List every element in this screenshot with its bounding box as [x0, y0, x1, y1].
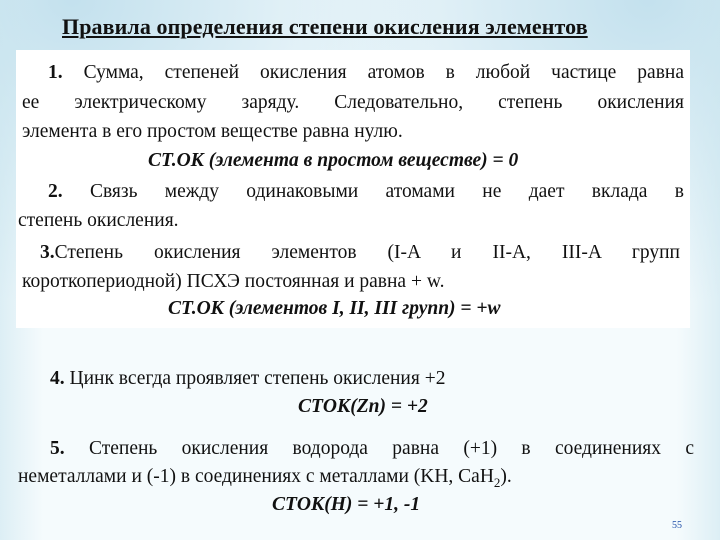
rule1-number: 1.	[48, 62, 63, 83]
rule1-text1: Сумма, степеней окисления атомов в любой частице равна	[83, 62, 684, 83]
rule3-line2: короткопериодной) ПСХЭ постоянная и равна + w.	[22, 271, 445, 292]
rule3-formula: СТ.ОК (элементов I, II, III групп) = +w	[168, 298, 501, 319]
rule1-line2: ее электрическому заряду. Следовательно, степень окисления	[22, 92, 684, 113]
rule5-text2: неметаллами и (-1) в соединениях с металлами (KH, CaH	[18, 466, 494, 487]
rule4-formula: СТОК(Zn) = +2	[298, 396, 428, 417]
rule3-line1	[40, 240, 680, 266]
rule1-formula: СТ.ОК (элемента в простом веществе) = 0	[148, 150, 519, 171]
rule2-text1: Связь между одинаковыми атомами не дает вклада в	[89, 181, 684, 202]
rule4-number: 4.	[50, 368, 65, 389]
rule2-line2: степень окисления.	[18, 210, 179, 231]
rule2-line1	[48, 179, 684, 205]
rule5-text1: Степень окисления водорода равна (+1) в соединениях с	[88, 438, 695, 459]
rule2-number: 2.	[48, 181, 63, 202]
rule3-text1: Степень окисления элементов (I-A и II-A, III-A групп	[54, 242, 680, 263]
rule5-subscript: 2	[493, 474, 501, 490]
rule1-line1	[48, 60, 684, 86]
rule1-line3: элемента в его простом веществе равна нулю.	[22, 121, 403, 142]
rule5-number: 5.	[50, 438, 65, 459]
rule5-formula: СТОК(Н) = +1, -1	[272, 494, 421, 515]
page-number: 55	[672, 520, 682, 531]
rule5-line2	[18, 464, 512, 496]
rule4-line1	[50, 366, 445, 392]
rule5-text2-end: ).	[500, 466, 512, 487]
rule3-number: 3.	[40, 242, 55, 263]
slide-title: Правила определения степени окисления элементов	[62, 14, 588, 39]
rule5-line1	[50, 436, 694, 462]
rule4-text1: Цинк всегда проявляет степень окисления +2	[69, 368, 446, 389]
